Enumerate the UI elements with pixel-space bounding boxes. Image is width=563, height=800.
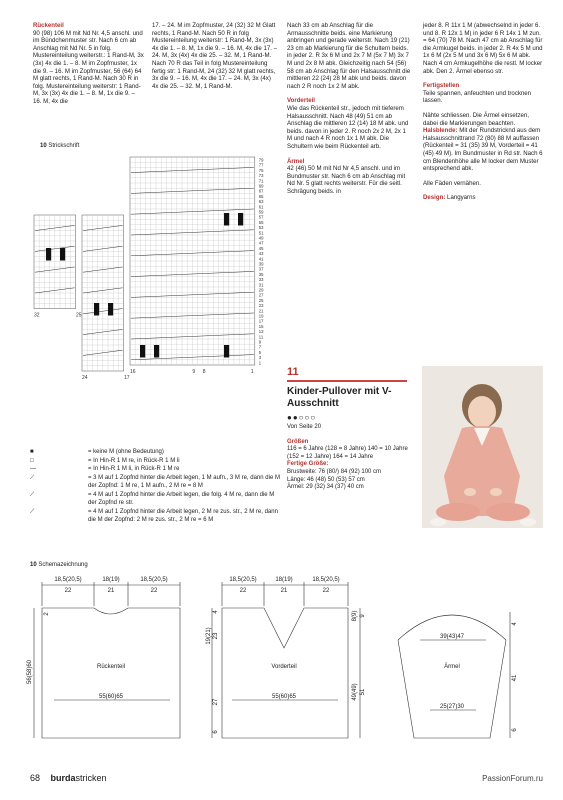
back-outline [42,608,180,738]
chart-column-label: 16 [130,369,136,375]
chart-row-label: 9 [258,339,262,345]
schema-front-r3-label: 49(49) [352,683,358,701]
legend-item [30,508,280,525]
legend-symbol: ■ [30,449,34,455]
legend-item [30,465,280,474]
design-value: Langyarns [445,194,476,202]
chart-no-stitch-cell [140,345,145,357]
armhole-text: Nach 33 cm ab Anschlag für die Armausschnitte beids. eine Markierung anbringen und gerade weiterstr. Nach 19 (21) 23 cm ab Markierung für die Schultern beids. in jeder 2. R 3x 6 M und 2x 7 M (5x 7 M) 3x 7 M und 2x 8 M abk. Gleichzeitig nach 54 (56) 58 cm ab Anschlag für den Halsausschnitt die mittleren 22 (24) 28 M abk und beids. davon nach 2 R noch 1x 2 M abk. [287,22,411,90]
front-heading: Vorderteil [287,97,315,105]
schema-back-b1-label: 21 [107,588,115,594]
knitting-chart [24,153,264,401]
chart-no-stitch-cell [238,213,243,225]
chart-row-label: 43 [258,251,264,257]
schema-sleeve-r1-label: 4 [512,622,518,626]
legend-symbol: — [30,466,36,472]
chart-row-label: 77 [258,162,264,168]
chart-row-label: 33 [258,277,264,283]
schema-front-label-label: Vorderteil [271,664,297,670]
project-info [287,366,412,492]
chart-row-label: 21 [258,308,264,314]
legend-item [30,457,280,466]
chart-column-label: 32 [34,312,40,319]
legend-text: = 4 M auf 1 Zopfnd hinter die Arbeit legen, 2 M re zus. str., 2 M re, dann die M der Zopfnd: 2 M re zus. str., 2 M re = 6 M [88,508,278,523]
schema-back-lt-label: 2 [44,612,50,616]
chart-no-stitch-cell [154,345,159,357]
legend-item [30,491,280,508]
chart-no-stitch-cell [94,303,99,315]
schema-front-r4-label: 51 [360,688,366,696]
schema-front-r2-label: 9 [360,614,366,618]
chart-row-label: 65 [258,193,264,199]
project-number: 11 [287,366,299,378]
legend-text: = keine M (ohne Bedeutung) [88,449,164,455]
legend-text: = In Hin-R 1 M re, in Rück-R 1 M li [88,457,180,464]
schema-front-r1-label: 8(9) [352,610,358,622]
schema-sleeve-top-label: 39(43)47 [439,634,465,640]
chart-row-label: 39 [258,261,264,267]
schema-front-l2-label: 23 [213,632,219,640]
legend-item [30,448,280,457]
schema-back-b2-label: 22 [150,588,158,594]
chart-no-stitch-cell [108,303,113,315]
schema-sleeve-r3-label: 6 [512,728,518,732]
instructions-col-2 [152,22,277,90]
back-text: 90 (98) 106 M mit Nd Nr. 4,5 anschl. und im Bündchenmuster str. Nach 6 cm ab Anschlag mit Nd Nr. 5 in folg. Mustereinteilung weiterstr.: 1 Rand-M, 3x (3x) 4x die 1. – 8. M im Zopfmuster, 1x die 9. – 16. M im Zopfmuster, 56 (64) 64 M glatt rechts, 1 Rand-M. Nach 30 R in folg. Mustereinteilung weiterstr: 1 Rand-M, 3x (3x) 4x die 1. – 8. M, 1x die 9. – 16. M, 4x die [33,29,144,105]
chart-grid-section [82,215,124,371]
chart-row-label: 7 [258,344,262,350]
difficulty-rating: ●●○○○ [287,413,317,422]
finished-length: Länge: 46 (48) 50 (53) 57 cm [287,476,365,483]
chart-row-label: 71 [258,178,264,184]
schema-front-b2-label: 22 [322,588,330,594]
chart-row-label: 63 [258,199,264,205]
chart-row-label: 79 [258,157,264,163]
finished-bust: Brustweite: 76 (80/) 84 (92) 100 cm [287,468,382,475]
chart-title-text: Strickschrift [48,143,80,149]
finishing-text: Teile spannen, anfeuchten und trocknen lassen. [423,89,532,105]
neckband-text: Mit der Rundstricknd aus dem Halsausschnittrand 72 (80) 88 M auffassen (Rückenteil = 31 (35) 39 M, Vorderteil = 41 (45) 49 M). Im Bundmuster in Rd str. Nach 6 cm Blendenhöhe alle M locker dem Muster entsprechend abk. [423,127,543,173]
schema-front-b1-label: 21 [280,588,288,594]
chart-number: 10 [40,143,47,149]
schema-sleeve-bottom-label: 25(27)30 [439,704,465,710]
chart-grid-section [130,157,255,365]
finishing-heading: Fertigstellen [423,82,460,90]
chart-row-label: 3 [258,355,262,361]
schematics [0,572,563,767]
chart-row-label: 67 [258,188,264,194]
chart-row-label: 41 [258,256,264,262]
chart-row-label: 27 [258,292,264,298]
front-text: Wie das Rückenteil str., jedoch mit tieferem Halsausschnitt. Nach 48 (49) 51 cm ab Anschlag die mittleren 12 (14) 18 M abk. und beids. davon in jeder 2. R noch 2x 2 M, 2x 1 M und nach 4 R noch 1x 1 M abk. Die Schultern wie beim Rückenteil arb. [287,104,409,150]
chart-legend [30,448,280,525]
instructions-col-1 [33,22,145,106]
legend-symbol: ⟋ [30,474,35,481]
from-page: Von Seite 20 [287,424,322,430]
finished-size-heading: Fertige Größe: [287,461,329,468]
legend-text: = In Hin-R 1 M li, in Rück-R 1 M re [88,466,180,472]
schema-number: 10 [30,562,37,568]
chart-column-label: 9 [192,369,196,375]
legend-symbol: ⟋ [30,508,35,515]
divider [287,380,407,382]
chart-column-label: 17 [124,375,130,381]
watermark: PassionForum.ru [482,774,543,783]
chart-row-label: 25 [258,297,264,303]
schema-back-width-label: 55(60)65 [98,694,124,700]
chart-row-label: 35 [258,271,264,277]
chart-row-label: 11 [258,334,264,340]
schema-front-width-label: 55(60)65 [271,694,297,700]
chart-row-label: 73 [258,173,264,179]
sizes-text: 116 = 6 Jahre (128 = 8 Jahre) 140 = 10 Jahre (152 = 12 Jahre) 164 = 14 Jahre [287,446,408,460]
schema-title-text: Schemazeichnung [38,562,88,568]
schema-back-b0-label: 22 [64,588,72,594]
chart-row-label: 47 [258,240,264,246]
chart-row-label: 31 [258,282,264,288]
schema-front-t2-label: 18,5(20,5) [312,577,340,583]
schema-sleeve-label-label: Ärmel [444,664,460,670]
page-number: 68 [30,773,41,783]
chart-row-label: 49 [258,235,264,241]
chart-row-label: 1 [258,360,262,366]
schema-front-l3-label: 27 [213,698,219,706]
chart-column-label: 24 [82,375,88,381]
weave-text: Alle Fäden vernähen. [423,179,481,187]
child-photo [422,366,543,528]
back-heading: Rückenteil [33,22,64,29]
chart-row-label: 69 [258,183,264,189]
schema-front-lt-label: 4 [213,610,219,614]
neckband-heading: Halsblende: [423,127,458,135]
design-label: Design: [423,194,446,202]
schema-back-label-label: Rückenteil [96,664,126,670]
chart-column-label: 25 [76,312,82,319]
schema-back-t0-label: 18,5(20,5) [54,577,82,583]
schema-front-b0-label: 22 [239,588,247,594]
instructions-col-4 [423,22,543,209]
page-footer [30,773,107,783]
chart-row-label: 61 [258,204,264,210]
schema-title [30,562,88,568]
sizes-heading: Größen [287,438,309,445]
chart-no-stitch-cell [224,213,229,225]
chart-row-label: 75 [258,167,264,173]
sleeve-heading: Ärmel [287,157,305,165]
chart-row-label: 17 [258,318,264,324]
sleeve-text: 42 (46) 50 M mit Nd Nr 4,5 anschl. und im Bundmuster str. Nach 6 cm ab Anschlag mit Nd Nr. 5 glatt rechts weiterstr. Für die seitl. Schrägung beids. in [287,165,406,195]
chart-row-label: 53 [258,225,264,231]
sleeve-text-continued: jeder 8. R 11x 1 M (abwechselnd in jeder 6. und 8. R 12x 1 M) in jeder 6 R 14x 1 M zun. = 64 (70) 78 M. Nach 47 cm ab Anschlag für die Armkugel beids. in jeder 2. R 4x 5 M und 1x 6 M (2x 5 M und 3x 6 M) 5x 6 M abk. Nach 4 cm Armkugelhöhe die restl. M locker abk. Den 2. Ärmel ebenso str. [423,22,543,75]
back-text-continued: 17. – 24. M im Zopfmuster, 24 (32) 32 M Glatt rechts, 1 Rand-M. Nach 50 R in folg Mustereinteilung weiterstr: 1 Rand-M, 3x (3x) 4x die 1. – 8. M, 1x die 9. – 16. M, 4x die 17. – 24. M, 3x (4x) 4x die 25. – 32. M, 1 Rand-M. Nach 70 R das Teil in folg Mustereinteilung fertig str: 1 Rand-M, 24 (32) 32 M glatt rechts, 3x die 9. – 16. M, 4x die 17. – 24. M, 3x (4x) 4x die 25. – 32. M, 1 Rand-M. [152,22,277,90]
chart-grid-section [34,215,76,309]
chart-row-label: 45 [258,245,264,251]
chart-no-stitch-cell [46,248,51,260]
schema-front-t0-label: 18,5(20,5) [229,577,257,583]
project-title: Kinder-Pullover mit V-Ausschnitt [287,386,392,409]
legend-text: = 3 M auf 1 Zopfnd hinter die Arbeit legen, 1 M aufn., 3 M re, dann die M der Zopfnd: 1 M re, 1 M aufn., 2 M re = 8 M [88,474,280,489]
legend-text: = 4 M auf 1 Zopfnd hinter die Arbeit legen, die folg. 4 M re, dann die M der Zopfnd re str. [88,491,275,506]
chart-no-stitch-cell [60,248,65,260]
schema-back-t1-label: 18(19) [102,577,120,583]
legend-item [30,474,280,491]
chart-row-label: 15 [258,323,264,329]
schema-back-t2-label: 18,5(20,5) [140,577,168,583]
instructions-col-3 [287,22,412,202]
chart-row-label: 57 [258,214,264,220]
chart-title [40,143,79,149]
chart-row-label: 51 [258,230,264,236]
chart-row-label: 23 [258,303,264,309]
chart-no-stitch-cell [224,345,229,357]
chart-row-label: 13 [258,329,264,335]
schema-back-lh-label: 56(58)60 [27,659,33,685]
chart-row-label: 19 [258,313,264,319]
chart-column-label: 1 [250,369,254,375]
chart-row-label: 37 [258,266,264,272]
seams-text: Nähte schliessen. Die Ärmel einsetzen, dabei die Markierungen beachten. [423,111,530,127]
chart-row-label: 59 [258,209,264,215]
legend-symbol: □ [30,457,34,464]
chart-row-label: 55 [258,219,264,225]
schema-front-t1-label: 18(19) [275,577,293,583]
schema-front-l1-label: 19(21) [206,627,212,645]
chart-row-label: 5 [258,349,262,355]
legend-symbol: ⟋ [30,491,35,498]
chart-row-label: 29 [258,287,264,293]
front-outline [222,608,348,738]
brand [51,773,107,783]
schema-front-l4-label: 6 [213,730,219,734]
finished-sleeve: Ärmel: 29 (32) 34 (37) 40 cm [287,484,364,491]
schema-sleeve-r2-label: 41 [512,674,518,682]
brand-bold: burda [50,773,76,783]
brand-rest: stricken [75,773,107,783]
chart-column-label: 8 [202,369,206,375]
